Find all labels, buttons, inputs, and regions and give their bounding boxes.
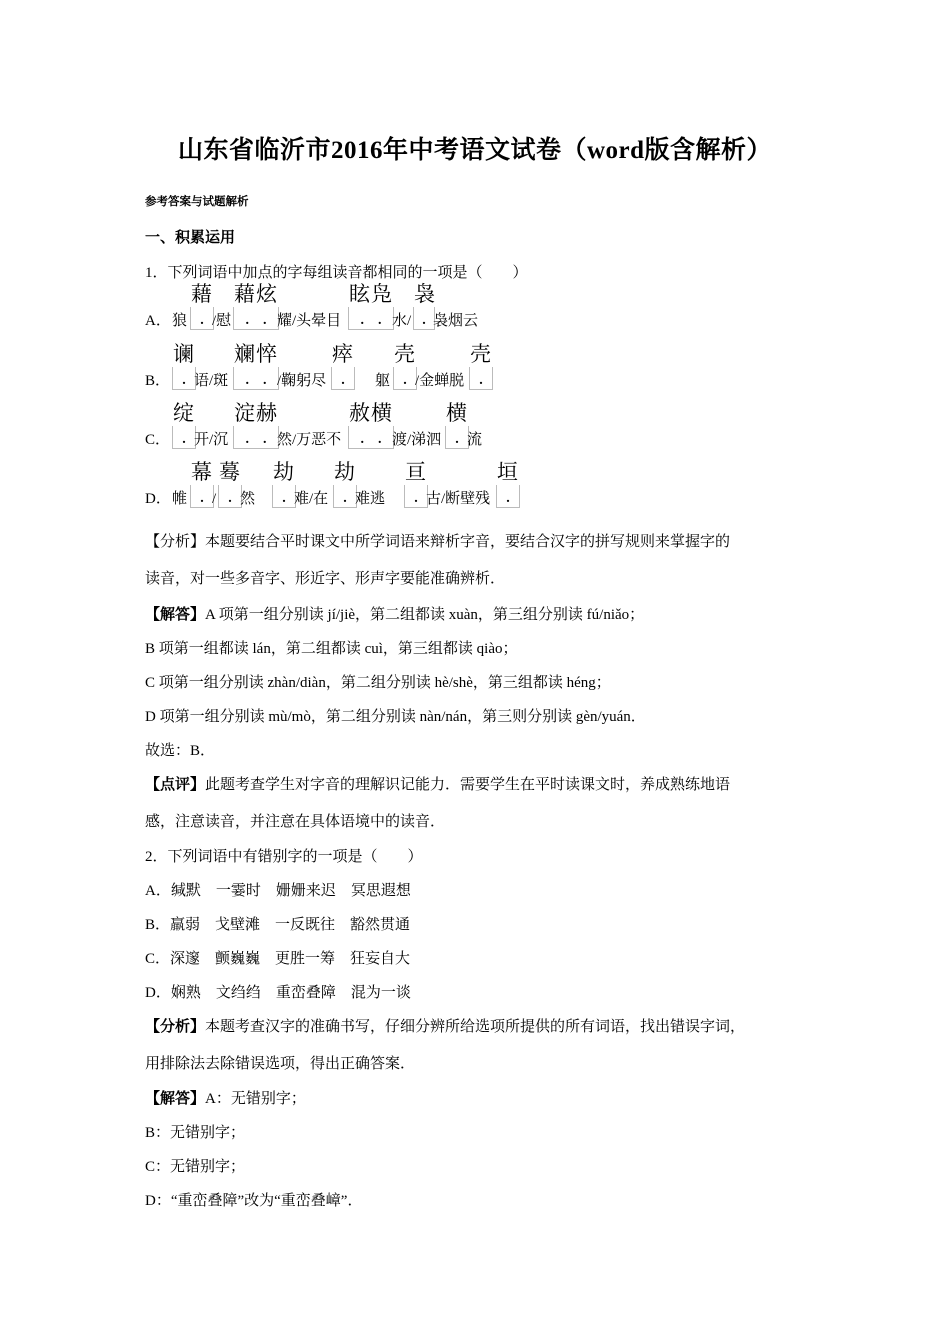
q2-analysis-line1 (145, 1015, 745, 1036)
q2-option-c: C．深邃 颤巍巍 更胜一筹 狂妄自大 (145, 951, 411, 967)
option-text: 开/沉 (194, 432, 229, 448)
option-text: 然/万恶不 (277, 432, 342, 448)
q2-stem: 2．下列词语中有错别字的一项是（ ） (145, 849, 423, 865)
option-text: 狼 (172, 313, 188, 329)
option-text: /鞠躬尽 (277, 373, 327, 389)
dotted-char-box: 幕 . (191, 460, 213, 506)
q1-option-d (145, 458, 845, 508)
answer-text: A：无错别字； (205, 1091, 306, 1107)
answer-tag: 【解答】 (145, 607, 206, 623)
dotted-char-box: 藉 . (191, 282, 213, 328)
q2-option-d: D．娴熟 文绉绉 重峦叠障 混为一谈 (145, 985, 411, 1001)
option-text: 古/断壁残 (426, 491, 491, 507)
option-text: 流 (467, 432, 483, 448)
option-text: 水/ (392, 313, 412, 329)
q1-option-c (145, 399, 845, 449)
dotted-char-box: 淀赫 . . (234, 401, 278, 447)
option-text: /慰 (212, 313, 232, 329)
analysis-text: 本题考查汉字的准确书写，仔细分辨所给选项所提供的所有词语，找出错误字词， (205, 1019, 746, 1035)
option-text: 帷 (172, 491, 188, 507)
option-text: 耀/头晕目 (277, 313, 342, 329)
q2-analysis-line2: 用排除法去除错误选项，得出正确答案． (145, 1056, 416, 1072)
option-text: 然 (240, 491, 256, 507)
q2-option-a: A．缄默 一霎时 姗姗来迟 冥思遐想 (145, 883, 411, 899)
dotted-char-box: 藉炫 . . (234, 282, 278, 328)
comment-text: 此题考查学生对字音的理解识记能力．需要学生在平时读课文时，养成熟练地语 (205, 777, 731, 793)
option-label: A． (145, 313, 171, 329)
dotted-char-box: 蓦 . (219, 460, 241, 506)
q1-answer-line3: C 项第一组分别读 zhàn/diàn，第二组分别读 hè/shè，第三组都读 héng； (145, 675, 611, 691)
q2-answer-line3: C：无错别字； (145, 1159, 246, 1175)
dotted-char-box: 壳 . (470, 342, 492, 388)
answer-text: A 项第一组分别读 jí/jiè，第二组都读 xuàn，第三组分别读 fú/niǎo； (205, 607, 645, 623)
option-label: B． (145, 373, 171, 389)
dotted-char-box: 谰 . (173, 342, 195, 388)
q1-answer-line2: B 项第一组都读 lán，第二组都读 cuì，第三组都读 qiào； (145, 641, 518, 657)
dotted-char-box: 瘁 . (332, 342, 354, 388)
option-text: /金蝉脱 (415, 373, 465, 389)
option-text: 袅烟云 (433, 313, 479, 329)
analysis-tag: 【分析】 (145, 1019, 206, 1035)
option-label: D． (145, 491, 171, 507)
q1-analysis-line2: 读音，对一些多音字、形近字、形声字要能准确辨析． (145, 571, 506, 587)
option-text: 语/斑 (194, 373, 229, 389)
q1-comment-line2: 感，注意读音，并注意在具体语境中的读音． (145, 814, 446, 830)
dotted-char-box: 亘 . (405, 460, 427, 506)
option-text: 难/在 (294, 491, 329, 507)
option-text: 躯 (375, 373, 391, 389)
page-title: 山东省临沂市2016年中考语文试卷（word版含解析） (177, 137, 773, 164)
subtitle: 参考答案与试题解析 (145, 196, 249, 208)
dotted-char-box: 垣 . (497, 460, 519, 506)
dotted-char-box: 壳 . (394, 342, 416, 388)
option-text: 难逃 (355, 491, 386, 507)
q1-analysis-line1: 【分析】本题要结合平时课文中所学词语来辩析字音，要结合汉字的拼写规则来掌握字的 (145, 534, 731, 550)
dotted-char-box: 眩凫 . . (349, 282, 393, 328)
q1-choice: 故选：B． (145, 743, 216, 759)
q2-answer-line2: B：无错别字； (145, 1125, 246, 1141)
q1-answer-line1 (145, 603, 644, 624)
dotted-char-box: 赦横 . . (349, 401, 393, 447)
dotted-char-box: 劫 . (334, 460, 356, 506)
comment-tag: 【点评】 (145, 777, 206, 793)
q2-option-b: B．羸弱 戈壁滩 一反既往 豁然贯通 (145, 917, 411, 933)
dotted-char-box: 横 . (446, 401, 468, 447)
q2-answer-line1 (145, 1087, 306, 1108)
dotted-char-box: 斓悴 . . (234, 342, 278, 388)
option-label: C． (145, 432, 171, 448)
q1-stem: 1．下列词语中加点的字每组读音都相同的一项是（ ） (145, 265, 528, 281)
dotted-char-box: 袅 . (414, 282, 436, 328)
q1-answer-line4: D 项第一组分别读 mù/mò，第二组分别读 nàn/nán，第三则分别读 gèn/yuán． (145, 709, 646, 725)
dotted-char-box: 绽 . (173, 401, 195, 447)
q1-option-a (145, 280, 845, 330)
option-text: 渡/涕泗 (392, 432, 442, 448)
dotted-char-box: 劫 . (273, 460, 295, 506)
q1-option-b (145, 340, 845, 390)
section-heading: 一、积累运用 (145, 230, 236, 246)
q1-comment-line1 (145, 773, 730, 794)
answer-tag: 【解答】 (145, 1091, 206, 1107)
q2-answer-line4: D：“重峦叠障”改为“重峦叠嶂”． (145, 1193, 363, 1209)
option-text: / (212, 491, 217, 507)
